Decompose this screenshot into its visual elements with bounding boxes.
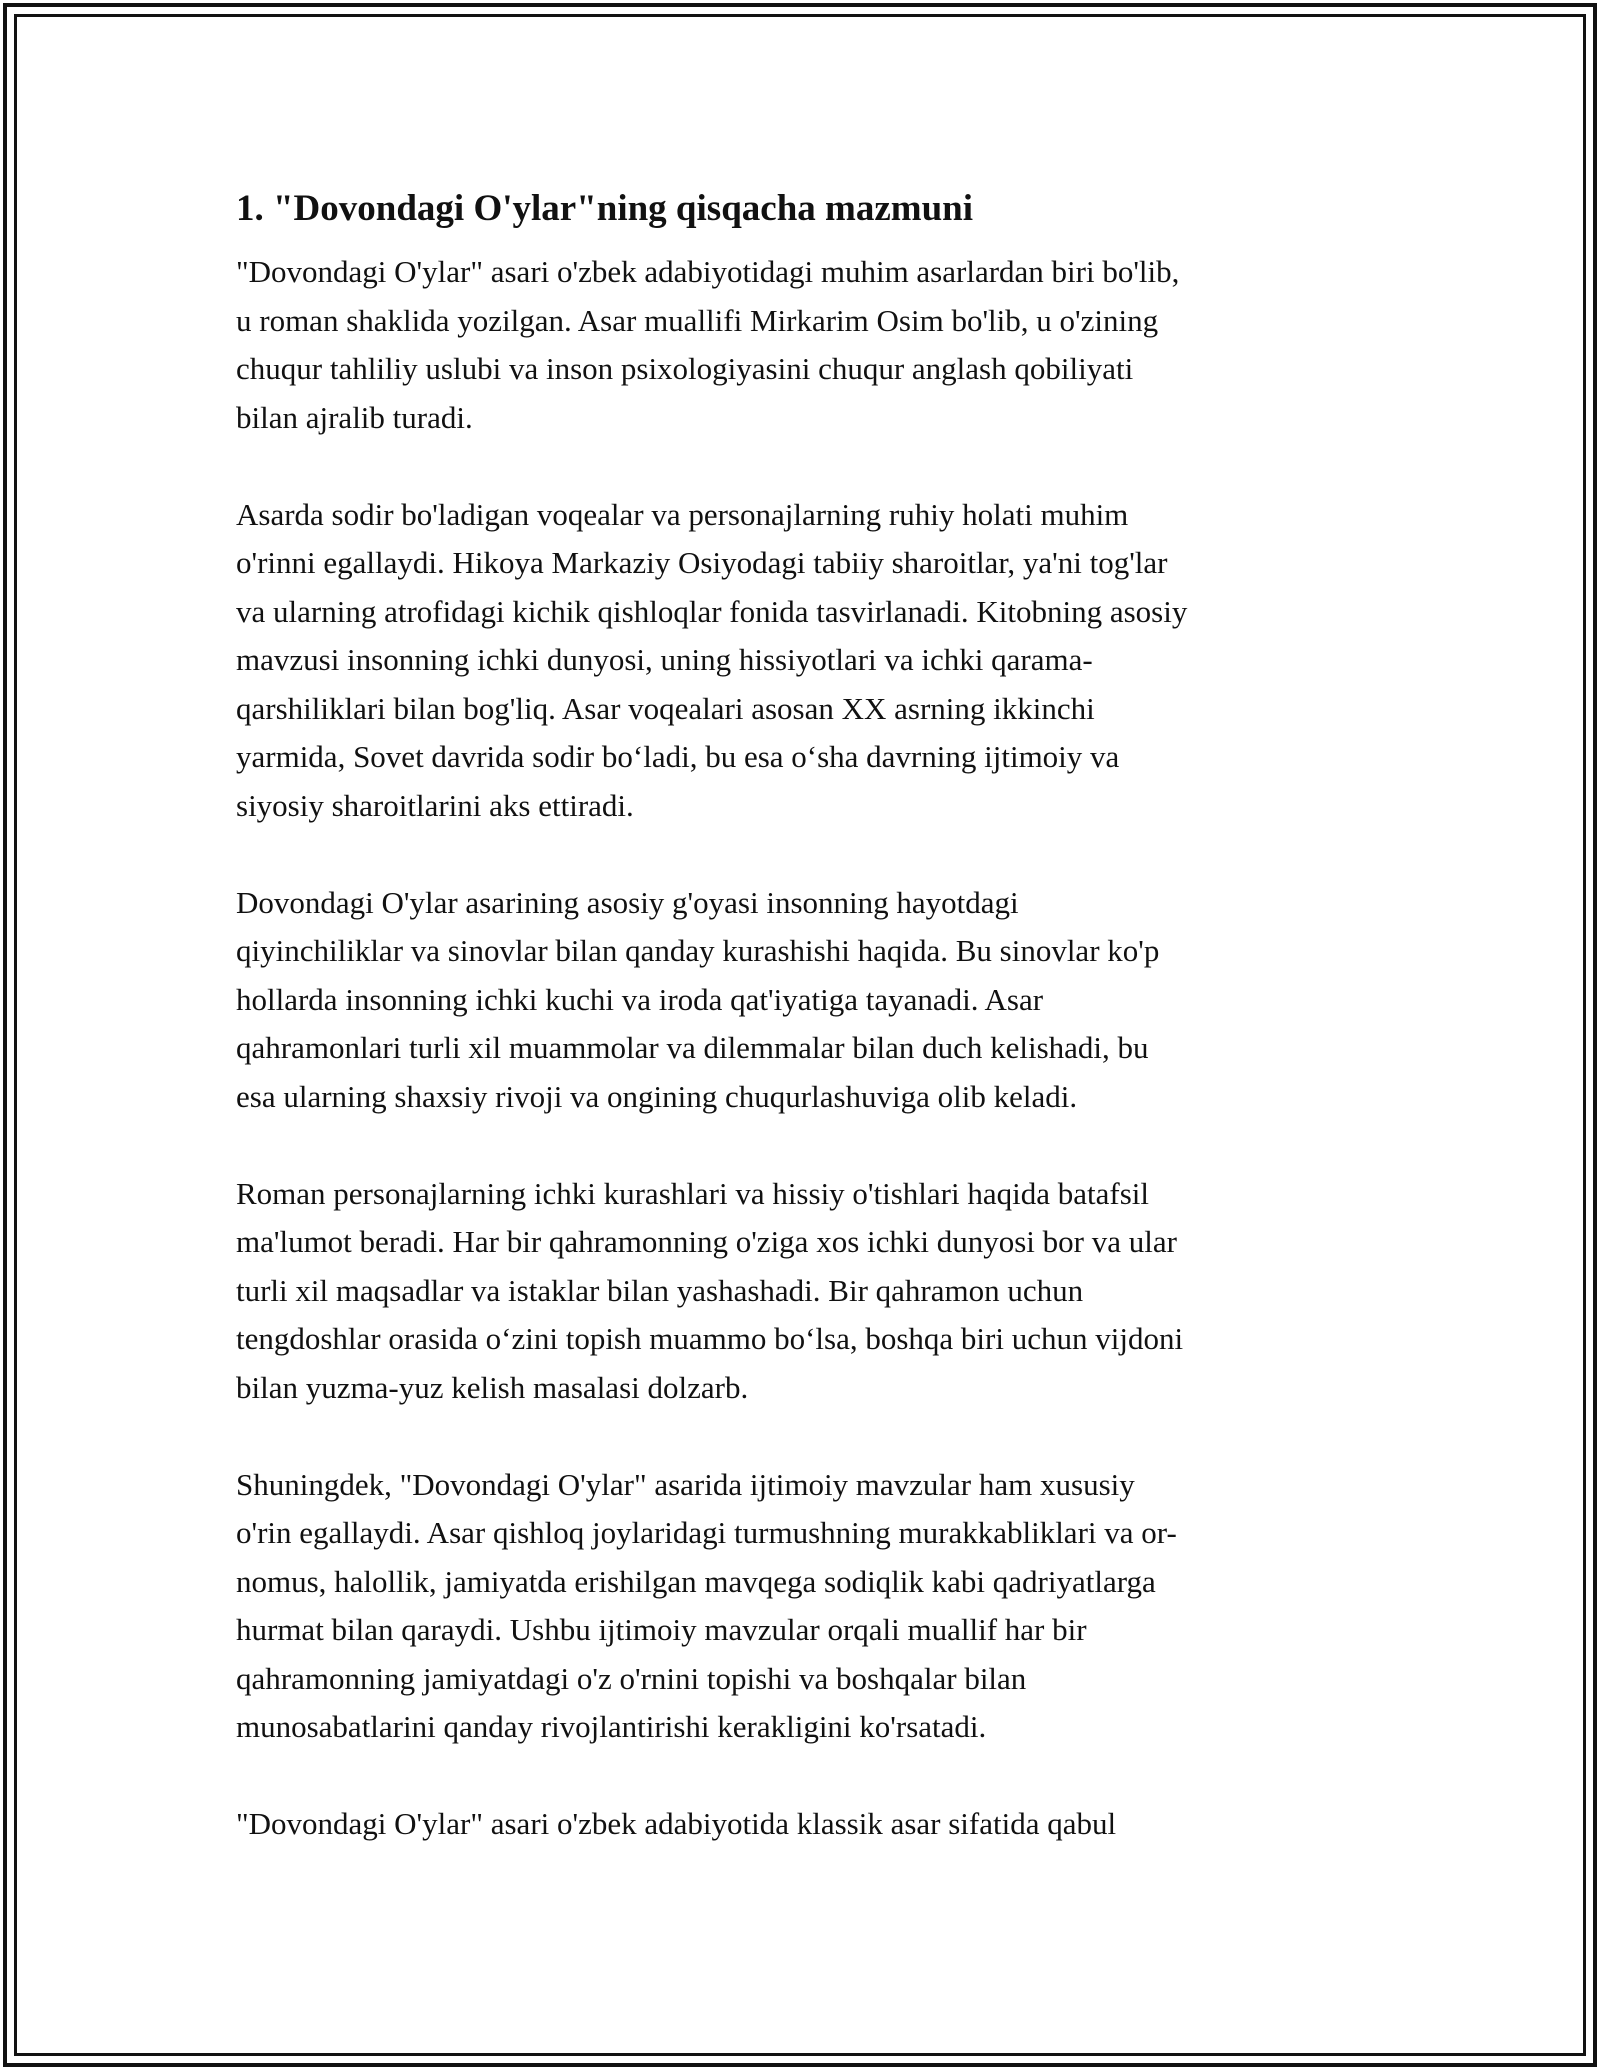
paragraph-line: u roman shaklida yozilgan. Asar muallifi Mirkarim Osim bo'lib, u o'zining <box>236 302 1159 338</box>
paragraph-line: tengdoshlar orasida o‘zini topish muammo bo‘lsa, boshqa biri uchun vijdoni <box>236 1321 1184 1356</box>
paragraph-line: "Dovondagi O'ylar" asari o'zbek adabiyotidagi muhim asarlardan biri bo'lib, <box>236 254 1180 289</box>
paragraph-line: munosabatlarini qanday rivojlantirishi kerakligini ko'rsatadi. <box>236 1709 987 1744</box>
paragraph-line: chuqur tahliliy uslubi va inson psixologiyasini chuqur anglash qobiliyati <box>236 351 1134 386</box>
paragraph-line: esa ularning shaxsiy rivoji va ongining chuqurlashuviga olib keladi. <box>236 1078 1078 1114</box>
paragraph-line: bilan ajralib turadi. <box>236 399 473 435</box>
paragraph-line: siyosiy sharoitlarini aks ettiradi. <box>236 787 634 823</box>
paragraph-line: mavzusi insonning ichki dunyosi, uning hissiyotlari va ichki qarama- <box>236 642 1093 677</box>
paragraph-list <box>236 248 1366 1849</box>
paragraph-line: Roman personajlarning ichki kurashlari va hissiy o'tishlari haqida batafsil <box>236 1175 1149 1211</box>
paragraph-line: qahramonning jamiyatdagi o'z o'rnini topishi va boshqalar bilan <box>236 1660 1027 1696</box>
paragraph-line: Shuningdek, "Dovondagi O'ylar" asarida ijtimoiy mavzular ham xususiy <box>236 1466 1135 1502</box>
paragraph-line: qarshiliklari bilan bog'liq. Asar voqealari asosan XX asrning ikkinchi <box>236 690 1095 726</box>
paragraph-line: turli xil maqsadlar va istaklar bilan yashashadi. Bir qahramon uchun <box>236 1272 1084 1308</box>
paragraph-line: qahramonlari turli xil muammolar va dilemmalar bilan duch kelishadi, bu <box>236 1030 1149 1065</box>
paragraph-line: bilan yuzma-yuz kelish masalasi dolzarb. <box>236 1369 749 1405</box>
paragraph <box>236 248 1366 442</box>
paragraph-line: Dovondagi O'ylar asarining asosiy g'oyasi insonning hayotdagi <box>236 884 1019 920</box>
paragraph <box>236 491 1366 831</box>
paragraph-line: hurmat bilan qaraydi. Ushbu ijtimoiy mavzular orqali muallif har bir <box>236 1612 1087 1647</box>
paragraph-line: yarmida, Sovet davrida sodir bo‘ladi, bu esa o‘sha davrning ijtimoiy va <box>236 739 1120 774</box>
paragraph <box>236 879 1366 1122</box>
paragraph-line: o'rin egallaydi. Asar qishloq joylaridagi turmushning murakkabliklari va or- <box>236 1515 1177 1550</box>
document-body <box>236 186 1366 1897</box>
paragraph-line: ma'lumot beradi. Har bir qahramonning o'ziga xos ichki dunyosi bor va ular <box>236 1224 1177 1259</box>
paragraph-line: nomus, halollik, jamiyatda erishilgan mavqega sodiqlik kabi qadriyatlarga <box>236 1563 1156 1599</box>
paragraph-line: o'rinni egallaydi. Hikoya Markaziy Osiyodagi tabiiy sharoitlar, ya'ni tog'lar <box>236 545 1168 580</box>
paragraph <box>236 1170 1366 1413</box>
paragraph-line: qiyinchiliklar va sinovlar bilan qanday kurashishi haqida. Bu sinovlar ko'p <box>236 933 1160 968</box>
paragraph-line: va ularning atrofidagi kichik qishloqlar fonida tasvirlanadi. Kitobning asosiy <box>236 593 1188 629</box>
paragraph-line: hollarda insonning ichki kuchi va iroda qat'iyatiga tayanadi. Asar <box>236 981 1044 1017</box>
paragraph-line: Asarda sodir bo'ladigan voqealar va personajlarning ruhiy holati muhim <box>236 496 1129 532</box>
paragraph <box>236 1800 1366 1849</box>
section-title: 1. "Dovondagi O'ylar"ning qisqacha mazmuni <box>236 188 974 229</box>
paragraph <box>236 1461 1366 1752</box>
paragraph-line: "Dovondagi O'ylar" asari o'zbek adabiyotida klassik asar sifatida qabul <box>236 1806 1117 1841</box>
